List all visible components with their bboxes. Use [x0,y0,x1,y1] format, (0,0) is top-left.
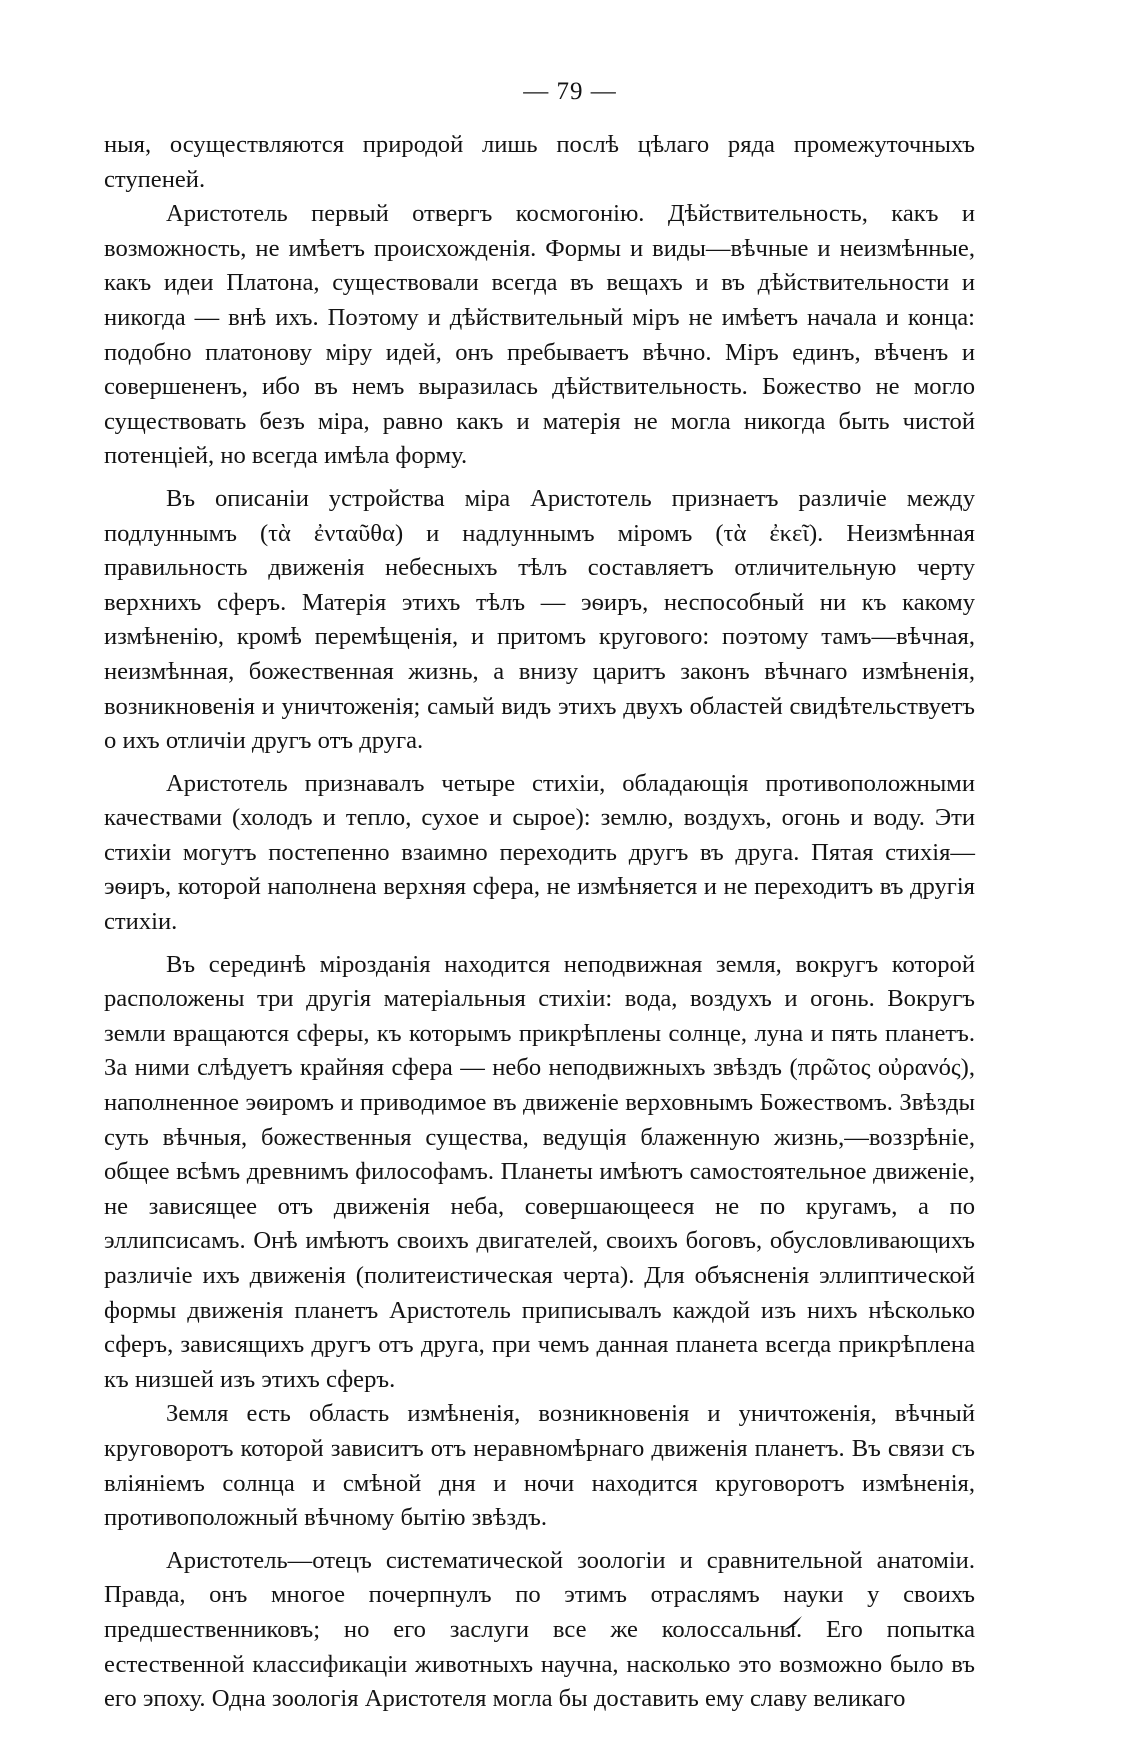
paragraph-continuation: ныя, осуществляются природой лишь послѣ цѣлаго ряда промежуточныхъ ступеней. [104,131,975,193]
paragraph-elements: Аристотель признавалъ четыре стихіи, обладающія противоположными качествами (холодъ и тепло, сухое и сырое): землю, воздухъ, огонь и воду. Эти стихіи могутъ постепенно взаимно переходить другъ въ друга. Пятая стихія—эѳиръ, которой наполнена верхняя сфера, не измѣняется и не переходитъ въ другія стихіи. [104,769,975,936]
body-text [104,128,975,1717]
paragraph-cosmogony: Аристотель первый отвергъ космогонію. Дѣйствительность, какъ и возможность, не имѣетъ происхожденія. Формы и виды—вѣчные и неизмѣнные, какъ идеи Платона, существовали всегда въ вещахъ и въ дѣйствительности и никогда — внѣ ихъ. Поэтому и дѣйствительный міръ не имѣетъ начала и конца: подобно платонову міру идей, онъ пребываетъ вѣчно. Міръ единъ, вѣченъ и совершененъ, ибо въ немъ выразилась дѣйствительность. Божество не могло существовать безъ міра, равно какъ и матерія не могла никогда быть чистой потенціей, но всегда имѣла форму. [104,200,975,470]
paragraph-world-structure: Въ описаніи устройства міра Аристотель признаетъ различіе между подлуннымъ (τὰ ἐνταῦθα) и надлуннымъ міромъ (τὰ ἐκεῖ). Неизмѣнная правильность движенія небесныхъ тѣлъ составляетъ отличительную черту верхнихъ сферъ. Матерія этихъ тѣлъ — эѳиръ, неспособный ни къ какому измѣненію, кромѣ перемѣщенія, и притомъ кругового: поэтому тамъ—вѣчная, неизмѣнная, божественная жизнь, а внизу царитъ законъ вѣчнаго измѣненія, возникновенія и уничтоженія; самый видъ этихъ двухъ областей свидѣтельствуетъ о ихъ отличіи другъ отъ друга. [104,484,975,755]
paragraph-spheres: Въ серединѣ мірозданія находится неподвижная земля, вокругъ которой расположены три другія матеріальныя стихіи: вода, воздухъ и огонь. Вокругъ земли вращаются сферы, къ которымъ прикрѣплены солнце, луна и пять планетъ. За ними слѣдуетъ крайняя сфера — небо неподвижныхъ звѣздъ (πρῶτος οὐρανός), наполненное эѳиромъ и приводимое въ движеніе верховнымъ Божествомъ. Звѣзды суть вѣчныя, божественныя существа, ведущія блаженную жизнь,—воззрѣніе, общее всѣмъ древнимъ философамъ. Планеты имѣютъ самостоятельное движеніе, не зависящее отъ движенія неба, совершающееся не по кругамъ, а по эллипсисамъ. Онѣ имѣютъ своихъ двигателей, своихъ боговъ, обусловливающихъ различіе ихъ движенія (политеистическая черта). Для объясненія эллиптической формы движенія планетъ Аристотель приписывалъ каждой изъ нихъ нѣсколько сферъ, зависящихъ другъ отъ друга, при чемъ данная планета всегда прикрѣплена къ низшей изъ этихъ сферъ. [104,950,975,1393]
paragraph-zoology: Аристотель—отецъ систематической зоологіи и сравнительной анатоміи. Правда, онъ многое почерпнулъ по этимъ отраслямъ науки у своихъ предшественниковъ; но его заслуги все же колоссальны. Его попытка естественной классификаціи животныхъ научна, насколько это возможно было въ его эпоху. Одна зоологія Аристотеля могла бы доставить ему славу великаго [104,1546,975,1713]
paragraph-earth: Земля есть область измѣненія, возникновенія и уничтоженія, вѣчный круговоротъ которой зависитъ отъ неравномѣрнаго движенія планетъ. Въ связи съ вліяніемъ солнца и смѣной дня и ночи находится круговоротъ измѣненія, противоположный вѣчному бытію звѣздъ. [104,1400,975,1532]
page-number: — 79 — [523,78,617,105]
ink-mark-icon [782,1612,804,1634]
